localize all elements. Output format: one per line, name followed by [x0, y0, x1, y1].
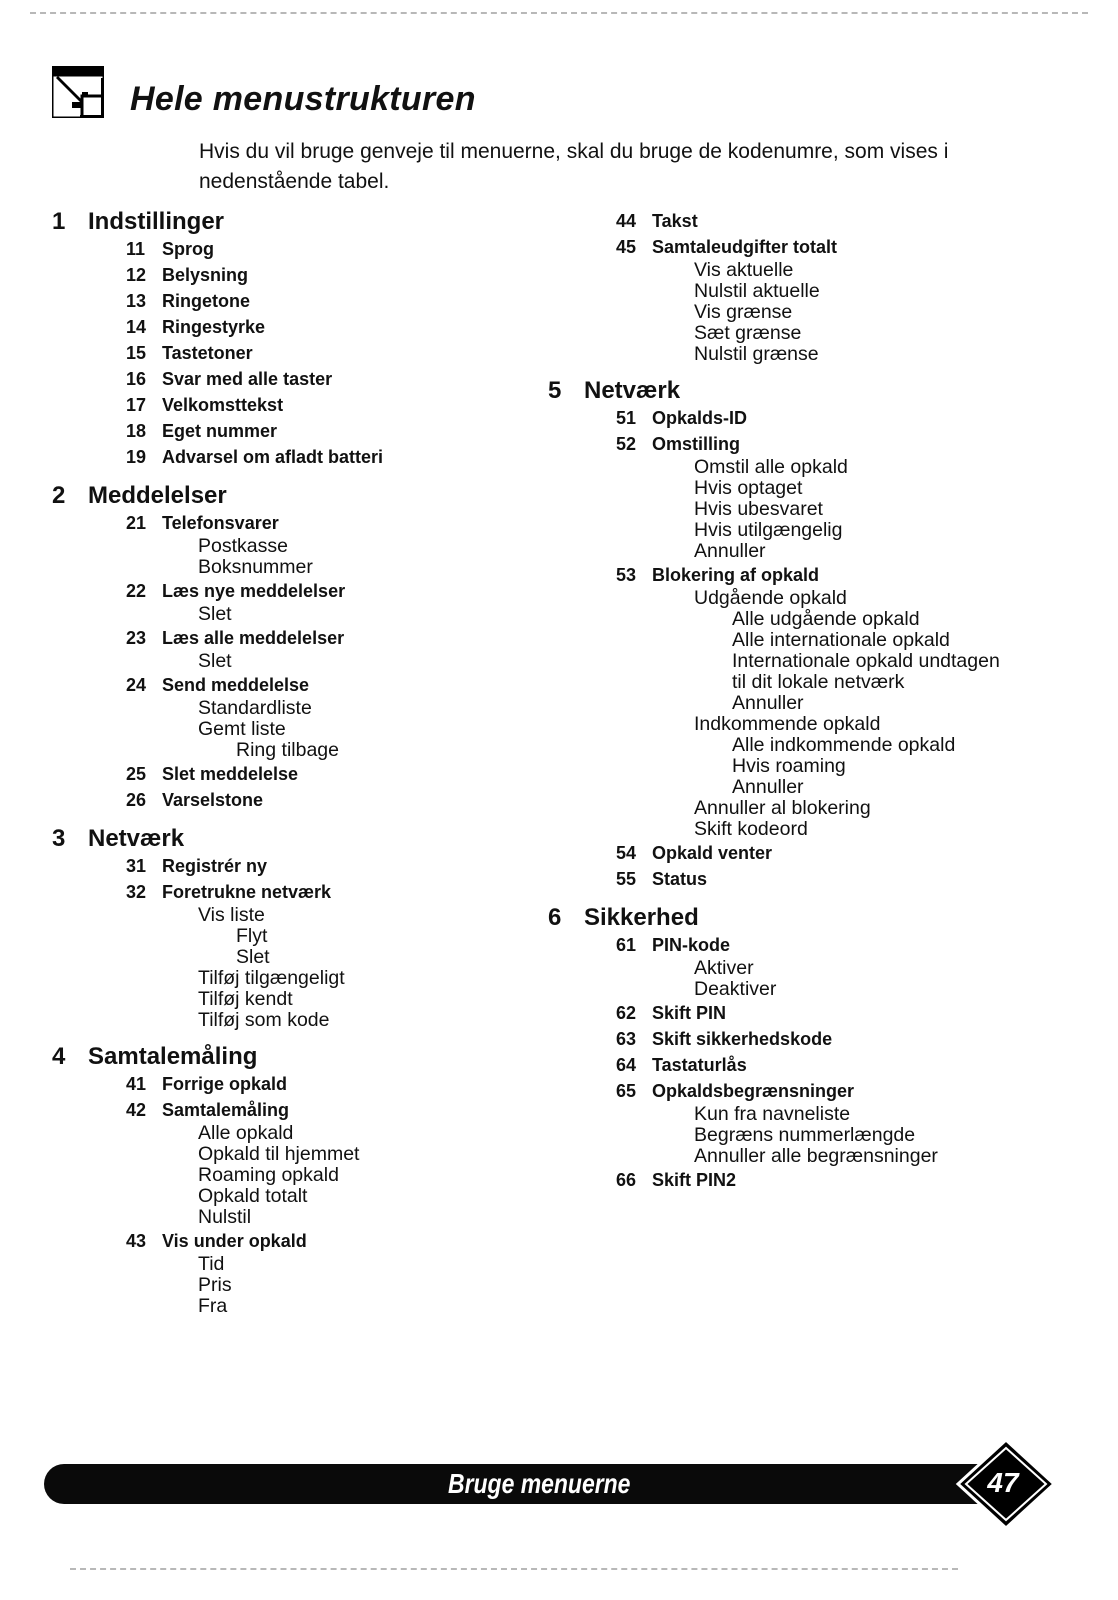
menu-item-number: 15 [126, 343, 147, 363]
menu-option: Vis grænse [694, 301, 793, 323]
menu-item [52, 340, 532, 366]
menu-option: Annuller [694, 540, 766, 562]
menu-section-heading [52, 482, 532, 510]
menu-item [52, 1071, 532, 1097]
menu-structure-icon [52, 66, 104, 118]
menu-item-label: Læs nye meddelelser [162, 581, 346, 601]
menu-item [52, 787, 532, 813]
menu-section [548, 377, 1088, 892]
menu-item-number: 14 [126, 317, 147, 337]
menu-item [548, 431, 1088, 457]
menu-section [548, 904, 1088, 1193]
menu-section-heading [52, 1043, 532, 1071]
menu-item-label: Status [652, 869, 708, 889]
menu-section-title: Sikkerhed [584, 904, 699, 931]
menu-item [52, 879, 532, 905]
menu-item-label: Opkalds-ID [652, 408, 748, 428]
menu-item-label: Slet meddelelse [162, 764, 299, 784]
menu-option: Standardliste [198, 697, 312, 719]
menu-item [548, 234, 1088, 260]
menu-item [52, 853, 532, 879]
menu-option: Omstil alle opkald [694, 456, 848, 478]
menu-item-label: Advarsel om afladt batteri [162, 447, 384, 467]
scan-artifact-top [30, 12, 1088, 14]
menu-item-label: Eget nummer [162, 421, 278, 441]
menu-option: Annuller alle begrænsninger [694, 1145, 938, 1167]
menu-item-number: 64 [616, 1055, 637, 1075]
menu-option: Alle udgående opkald [732, 608, 920, 630]
menu-item-label: Læs alle meddelelser [162, 628, 345, 648]
menu-item-number: 66 [616, 1170, 637, 1190]
menu-section-number: 5 [548, 377, 562, 404]
menu-option: Begræns nummerlængde [694, 1124, 916, 1146]
menu-item [52, 1097, 532, 1123]
menu-item-label: Samtaleudgifter totalt [652, 237, 838, 257]
menu-item [548, 1167, 1088, 1193]
menu-item [52, 392, 532, 418]
menu-item [52, 314, 532, 340]
menu-option: Slet [198, 650, 232, 672]
menu-option: Indkommende opkald [694, 713, 881, 735]
menu-section-heading [548, 377, 1088, 405]
menu-option: Tid [198, 1253, 225, 1275]
menu-item-label: PIN-kode [652, 935, 731, 955]
menu-item-label: Belysning [162, 265, 249, 285]
menu-option: Slet [198, 603, 232, 625]
menu-item-label: Ringestyrke [162, 317, 266, 337]
menu-item-number: 32 [126, 882, 147, 902]
menu-option: Vis liste [198, 904, 265, 926]
menu-section [52, 1043, 532, 1317]
menu-section-number: 2 [52, 482, 66, 509]
menu-item [548, 1026, 1088, 1052]
menu-item-label: Registrér ny [162, 856, 268, 876]
menu-option: Skift kodeord [694, 818, 808, 840]
menu-section [52, 825, 532, 1031]
menu-section-heading [548, 904, 1088, 932]
menu-item [548, 1078, 1088, 1104]
menu-option: Tilføj tilgængeligt [198, 967, 345, 989]
menu-section-number: 3 [52, 825, 66, 852]
menu-item-number: 45 [616, 237, 637, 257]
menu-item-label: Foretrukne netværk [162, 882, 332, 902]
footer-section-title: Bruge menuerne [448, 1468, 631, 1499]
menu-item-number: 22 [126, 581, 147, 601]
menu-item-number: 63 [616, 1029, 637, 1049]
menu-item [548, 1000, 1088, 1026]
menu-option: Hvis ubesvaret [694, 498, 823, 520]
menu-item [548, 208, 1088, 234]
menu-section-heading [52, 208, 532, 236]
menu-item-label: Opkaldsbegrænsninger [652, 1081, 855, 1101]
menu-item-number: 11 [126, 239, 146, 259]
menu-option: Postkasse [198, 535, 288, 557]
menu-section-heading [52, 825, 532, 853]
menu-option: Udgående opkald [694, 587, 847, 609]
menu-option: Alle opkald [198, 1122, 294, 1144]
menu-item-number: 13 [126, 291, 147, 311]
menu-item [548, 932, 1088, 958]
menu-option: Tilføj kendt [198, 988, 293, 1010]
menu-item-number: 52 [616, 434, 637, 454]
menu-option: Vis aktuelle [694, 259, 794, 281]
menu-option: Nulstil grænse [694, 343, 819, 365]
menu-option: Aktiver [694, 957, 754, 979]
page-title: Hele menustrukturen [130, 80, 476, 118]
menu-item-number: 55 [616, 869, 637, 889]
menu-section [548, 208, 1088, 365]
menu-section-title: Samtalemåling [88, 1043, 258, 1070]
menu-item-number: 42 [126, 1100, 147, 1120]
menu-option: til dit lokale netværk [732, 671, 905, 693]
menu-option: Internationale opkald undtagen [732, 650, 1000, 672]
menu-item-label: Sprog [162, 239, 214, 259]
menu-item [52, 288, 532, 314]
menu-item-label: Takst [652, 211, 698, 231]
menu-item [52, 444, 532, 470]
scan-artifact-bottom [70, 1568, 958, 1570]
menu-option: Annuller al blokering [694, 797, 871, 819]
menu-item-label: Samtalemåling [162, 1100, 290, 1120]
menu-item-number: 17 [126, 395, 147, 415]
menu-item [52, 262, 532, 288]
menu-option: Opkald totalt [198, 1185, 308, 1207]
menu-item-label: Tastetoner [162, 343, 253, 363]
menu-item-number: 24 [126, 675, 147, 695]
menu-section-number: 1 [52, 208, 66, 235]
menu-item-label: Opkald venter [652, 843, 773, 863]
menu-item-number: 62 [616, 1003, 637, 1023]
menu-option: Slet [236, 946, 270, 968]
menu-option: Alle indkommende opkald [732, 734, 956, 756]
menu-option: Sæt grænse [694, 322, 802, 344]
menu-item [548, 562, 1088, 588]
menu-item [548, 866, 1088, 892]
menu-item [52, 510, 532, 536]
menu-option: Flyt [236, 925, 268, 947]
menu-item [548, 1052, 1088, 1078]
menu-item-label: Skift sikkerhedskode [652, 1029, 833, 1049]
menu-item-label: Vis under opkald [162, 1231, 307, 1251]
menu-option: Annuller [732, 692, 804, 714]
menu-item-number: 23 [126, 628, 147, 648]
menu-item-number: 53 [616, 565, 637, 585]
menu-item-label: Omstilling [652, 434, 741, 454]
menu-item-label: Skift PIN [652, 1003, 727, 1023]
menu-item-number: 16 [126, 369, 147, 389]
menu-item-number: 43 [126, 1231, 147, 1251]
menu-item [52, 578, 532, 604]
menu-item [52, 418, 532, 444]
menu-option: Deaktiver [694, 978, 777, 1000]
menu-option: Fra [198, 1295, 228, 1317]
menu-section-number: 4 [52, 1043, 66, 1070]
menu-option: Annuller [732, 776, 804, 798]
menu-item-label: Send meddelelse [162, 675, 310, 695]
menu-column-left [52, 208, 532, 1317]
menu-option: Roaming opkald [198, 1164, 339, 1186]
menu-option: Hvis roaming [732, 755, 846, 777]
menu-item-number: 54 [616, 843, 637, 863]
menu-option: Nulstil [198, 1206, 252, 1228]
menu-option: Tilføj som kode [198, 1009, 330, 1031]
menu-item [52, 366, 532, 392]
menu-item-number: 44 [616, 211, 637, 231]
menu-item-number: 41 [126, 1074, 147, 1094]
menu-option: Hvis utilgængelig [694, 519, 843, 541]
menu-item-label: Forrige opkald [162, 1074, 288, 1094]
menu-section-title: Netværk [88, 825, 185, 852]
menu-item-number: 31 [126, 856, 147, 876]
menu-item-label: Skift PIN2 [652, 1170, 737, 1190]
menu-item-label: Tastaturlås [652, 1055, 747, 1075]
menu-option: Opkald til hjemmet [198, 1143, 360, 1165]
menu-option: Pris [198, 1274, 232, 1296]
menu-option: Nulstil aktuelle [694, 280, 820, 302]
menu-section-title: Indstillinger [88, 208, 225, 235]
menu-option: Boksnummer [198, 556, 313, 578]
menu-item [548, 405, 1088, 431]
menu-section-title: Meddelelser [88, 482, 227, 509]
menu-item-number: 19 [126, 447, 147, 467]
menu-item-label: Ringetone [162, 291, 250, 311]
menu-section-number: 6 [548, 904, 562, 931]
menu-item-number: 25 [126, 764, 147, 784]
menu-item [52, 236, 532, 262]
menu-item-number: 18 [126, 421, 147, 441]
menu-option: Gemt liste [198, 718, 286, 740]
menu-item-number: 26 [126, 790, 147, 810]
menu-option: Alle internationale opkald [732, 629, 950, 651]
menu-item-number: 12 [126, 265, 147, 285]
menu-option: Kun fra navneliste [694, 1103, 851, 1125]
menu-column-right [548, 208, 1088, 1193]
menu-section [52, 208, 532, 470]
menu-section-title: Netværk [584, 377, 681, 404]
menu-item-number: 65 [616, 1081, 637, 1101]
menu-item [52, 625, 532, 651]
menu-option: Ring tilbage [236, 739, 339, 761]
menu-item [52, 1228, 532, 1254]
menu-item-label: Varselstone [162, 790, 264, 810]
menu-item-label: Svar med alle taster [162, 369, 333, 389]
menu-item-number: 51 [616, 408, 637, 428]
menu-option: Hvis optaget [694, 477, 803, 499]
intro-text: Hvis du vil bruge genveje til menuerne, skal du bruge de kodenumre, som vises i nedenstående tabel. [199, 140, 949, 193]
menu-item-number: 61 [616, 935, 637, 955]
menu-item [52, 761, 532, 787]
menu-item-label: Velkomsttekst [162, 395, 284, 415]
menu-item [52, 672, 532, 698]
menu-section [52, 482, 532, 813]
menu-item-label: Blokering af opkald [652, 565, 820, 585]
menu-item [548, 840, 1088, 866]
menu-item-label: Telefonsvarer [162, 513, 279, 533]
menu-item-number: 21 [126, 513, 147, 533]
page-number: 47 [987, 1467, 1019, 1498]
